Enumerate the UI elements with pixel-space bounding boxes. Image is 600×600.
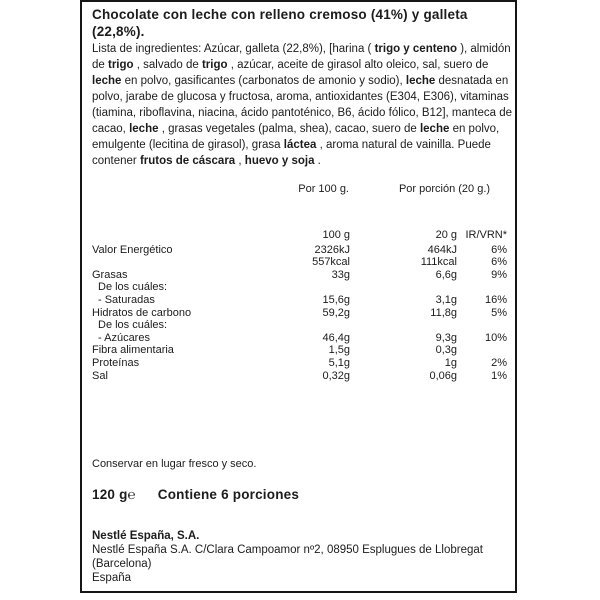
nutrition-row (82, 256, 515, 269)
subheader-ir-vrn: IR/VRN* (465, 229, 507, 241)
ingredient-allergen: leche (129, 123, 159, 135)
value-per-100g: 2326kJ (314, 243, 350, 256)
nutrition-row (82, 357, 515, 370)
value-per-portion: 0,06g (429, 369, 457, 382)
subheader-per-100g: 100 g (322, 229, 350, 241)
value-per-portion (350, 319, 457, 332)
value-ir-vrn: 1% (491, 369, 507, 382)
ingredient-text: en polvo, gasificantes (carbonatos de amonio y sodio), (121, 75, 406, 87)
nutrition-column-headers (82, 183, 515, 197)
value-ir-vrn: 16% (484, 293, 507, 306)
value-per-100g: 557kcal (312, 256, 350, 269)
value-ir-vrn: 10% (484, 331, 507, 344)
nutrition-row (82, 319, 515, 332)
value-per-portion: 1g (444, 356, 457, 369)
servings-count: Contiene 6 porciones (157, 487, 300, 502)
value-per-100g: 5,1g (328, 356, 350, 369)
ingredient-allergen: trigo (201, 59, 228, 71)
manufacturer-name: Nestlé España, S.A. (92, 530, 200, 542)
value-ir-vrn: 9% (491, 268, 507, 281)
nutrient-name: De los cuáles: (98, 281, 168, 294)
value-per-100g: 59,2g (322, 306, 350, 319)
nutrition-row (82, 294, 515, 307)
ingredient-allergen: huevo y soja (244, 155, 315, 167)
value-per-100g: 46,4g (322, 331, 350, 344)
nutrient-name: Hidratos de carbono (92, 306, 192, 319)
per-portion-column-header: Por porción (20 g.) (398, 183, 491, 195)
ingredient-allergen: láctea (283, 139, 317, 151)
product-label (80, 0, 517, 593)
manufacturer-city: (Barcelona) (92, 558, 152, 570)
nutrient-name: De los cuáles: (98, 319, 168, 332)
value-per-portion (350, 281, 457, 294)
subheader-per-20g: 20 g (435, 229, 457, 241)
nutrient-name: Fibra alimentaria (92, 344, 174, 357)
per-100g-column-header: Por 100 g. (298, 183, 349, 195)
product-title: Chocolate con leche con relleno cremoso (41%) y galleta (22,8%). (92, 7, 468, 39)
net-weight-value: 120 g℮ (92, 487, 136, 502)
ingredient-text: . (314, 155, 321, 167)
nutrient-name: Proteínas (92, 356, 140, 369)
value-per-portion: 464kJ (427, 243, 457, 256)
nutrition-row (82, 332, 515, 345)
ingredient-allergen: trigo y centeno (374, 43, 457, 55)
nutrition-row (82, 269, 515, 282)
nutrition-row (82, 281, 515, 294)
value-ir-vrn: 2% (491, 356, 507, 369)
ingredient-allergen: frutos de cáscara (139, 155, 236, 167)
nutrient-name: - Saturadas (98, 293, 155, 306)
nutrition-subheader-row (82, 229, 515, 242)
nutrition-rows (82, 244, 515, 383)
ingredient-text: ), almidón de (92, 43, 511, 71)
value-per-100g: 0,32g (322, 369, 350, 382)
ingredient-text: desnatada en polvo, jarabe de glucosa y fructosa, aroma, antioxidantes (E304, E306), vitaminas (tiamina, riboflavina, niacina, ácido pantoténico, B6, ácido fólico, B12], manteca de cacao, (92, 75, 512, 135)
ingredient-text: , grasas vegetales (palma, shea), cacao, suero de (158, 123, 420, 135)
manufacturer-info (92, 529, 512, 585)
subheader-spacer (92, 229, 292, 242)
ingredient-text: Lista de ingredientes: Azúcar, galleta (22,8%), [harina ( (92, 43, 375, 55)
net-weight-line (92, 487, 299, 502)
value-per-portion: 3,1g (435, 293, 457, 306)
nutrient-name (92, 256, 292, 269)
value-per-100g (292, 281, 350, 294)
nutrient-name: - Azúcares (98, 331, 150, 344)
ingredient-text: , (235, 155, 245, 167)
value-per-100g: 15,6g (322, 293, 350, 306)
manufacturer-country: España (92, 572, 132, 584)
nutrition-row (82, 344, 515, 357)
ingredient-allergen: leche (92, 75, 122, 87)
nutrition-table (82, 229, 515, 382)
ingredient-allergen: leche (419, 123, 450, 135)
value-per-100g: 1,5g (328, 344, 350, 357)
ingredient-text: , azúcar, aceite de girasol alto oleico, sal, suero de (227, 59, 489, 71)
value-ir-vrn (457, 344, 507, 357)
value-per-100g: 33g (331, 268, 350, 281)
nutrient-name: Grasas (92, 268, 128, 281)
manufacturer-address: Nestlé España S.A. C/Clara Campoamor nº2, 08950 Esplugues de Llobregat (92, 544, 483, 556)
ingredient-allergen: trigo (108, 59, 134, 71)
nutrient-name: Valor Energético (92, 243, 173, 256)
value-per-portion: 0,3g (435, 344, 457, 357)
ingredient-allergen: leche (405, 75, 436, 87)
value-ir-vrn: 6% (491, 243, 507, 256)
ingredient-text: , salvado de (133, 59, 202, 71)
value-per-100g (292, 319, 350, 332)
ingredients-text (92, 41, 512, 169)
value-ir-vrn: 5% (491, 306, 507, 319)
value-ir-vrn (457, 281, 507, 294)
storage-instructions: Conservar en lugar fresco y seco. (92, 458, 257, 470)
value-per-portion: 11,8g (430, 306, 457, 319)
nutrition-row (82, 244, 515, 257)
value-per-portion: 6,6g (435, 268, 457, 281)
nutrition-row (82, 307, 515, 320)
value-per-portion: 111kcal (420, 256, 457, 269)
nutrient-name: Sal (92, 369, 108, 382)
value-ir-vrn: 6% (491, 256, 507, 269)
ingredient-text: en polvo, emulgente (lecitina de girasol), grasa (92, 123, 500, 151)
nutrition-row (82, 370, 515, 383)
value-per-portion: 9,3g (435, 331, 457, 344)
value-ir-vrn (457, 319, 507, 332)
ingredient-text: , aroma natural de vainilla. Puede contener (92, 139, 491, 167)
